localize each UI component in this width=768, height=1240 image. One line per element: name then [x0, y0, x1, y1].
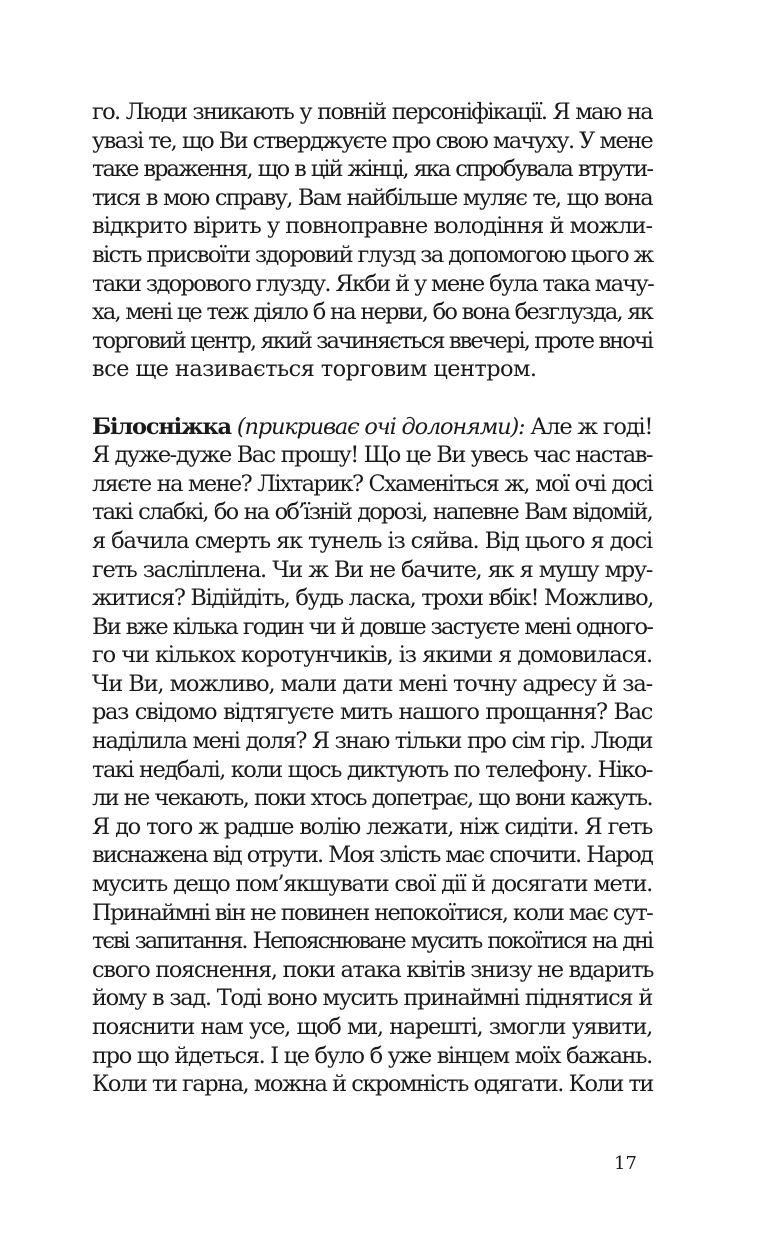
text-line: Я до того ж радше волію лежати, ніж сидіти. Я геть [92, 813, 652, 840]
text-line: ляєте на мене? Ліхтарик? Схаменіться ж, мої очі досі [92, 470, 652, 497]
page-number: 17 [614, 1153, 637, 1174]
text-line: свого пояснення, поки атака квітів знизу не вдарить [92, 956, 654, 983]
text-line: такі недбалі, коли щось диктують по телефону. Ніко- [92, 756, 652, 783]
stage-direction: (прикриває очі долонями): [236, 413, 525, 440]
text-line: виснажена від отрути. Моя злість має спочити. Народ [92, 842, 652, 869]
text-line: таке враження, що в цій жінці, яка спробувала втрути- [92, 156, 652, 183]
text-line: відкрито вірить у повноправне володіння й можли- [92, 213, 652, 240]
paragraph-spacer [92, 384, 652, 413]
dialogue-text: Але ж годі! [530, 413, 653, 440]
speaker-name: Білосніжка [92, 413, 231, 440]
text-line: увазі те, що Ви стверджуєте про свою мачуху. У мене [92, 127, 652, 154]
text-line: Я дуже-дуже Вас прошу! Що це Ви увесь час настав- [92, 442, 652, 469]
text-line: пояснити нам усе, щоб ми, нарешті, змогли уявити, [92, 1014, 652, 1040]
text-line: Принаймні він не повинен непокоїтися, коли має сут- [92, 899, 653, 926]
text-line: вість присвоїти здоровий глузд за допомогою цього ж [92, 241, 653, 268]
text-line: Чи Ви, можливо, мали дати мені точну адресу й за- [92, 670, 652, 697]
text-line: наділила мені доля? Я знаю тільки про сім гір. Люди [92, 728, 652, 755]
text-line: такі слабкі, бо на об’їзній дорозі, напевне Вам відомій, [92, 499, 652, 526]
text-line: йому в зад. Тоді воно мусить принаймні піднятися й [92, 985, 652, 1012]
text-line: раз свідомо відтягуєте мить нашого прощання? Вас [92, 699, 652, 726]
text-line: житися? Відійдіть, будь ласка, трохи вбік! Можливо, [92, 585, 654, 612]
paragraph-2 [92, 413, 652, 1099]
text-line: ли не чекають, поки хтось допетрає, що вони кажуть. [92, 785, 652, 812]
text-line: торговий центр, який зачиняється ввечері, проте вночі [92, 327, 652, 354]
text-line: про що йдеться. І це було б уже вінцем моїх бажань. [92, 1042, 652, 1069]
dialogue-first-line [92, 413, 652, 442]
page-text [92, 98, 652, 1099]
text-line: Коли ти гарна, можна й скромність одягати. Коли ти [92, 1071, 653, 1098]
text-line: все ще називається торговим центром. [92, 356, 537, 383]
text-line: я бачила смерть як тунель із сяйва. Від цього я досі [92, 527, 652, 554]
text-line: го чи кількох коротунчиків, із якими я домовилася. [92, 642, 652, 669]
text-line: Ви вже кілька годин чи й довше застуєте мені одного- [92, 613, 652, 640]
text-line: тися в мою справу, Вам найбільше муляє те, що вона [92, 184, 652, 211]
text-line: ха, мені це теж діяло б на нерви, бо вона безглузда, як [92, 299, 652, 326]
text-line: мусить дещо пом’якшувати свої дії й досягати мети. [92, 871, 652, 898]
text-line: таки здорового глузду. Якби й у мене була така мачу- [92, 270, 654, 297]
text-line: тєві запитання. Непояснюване мусить покоїтися на дні [92, 928, 652, 955]
text-line: геть засліплена. Чи ж Ви не бачите, як я мушу мру- [92, 556, 652, 583]
text-line: го. Люди зникають у повній персоніфікації. Я маю на [92, 99, 652, 125]
paragraph-1 [92, 98, 652, 384]
